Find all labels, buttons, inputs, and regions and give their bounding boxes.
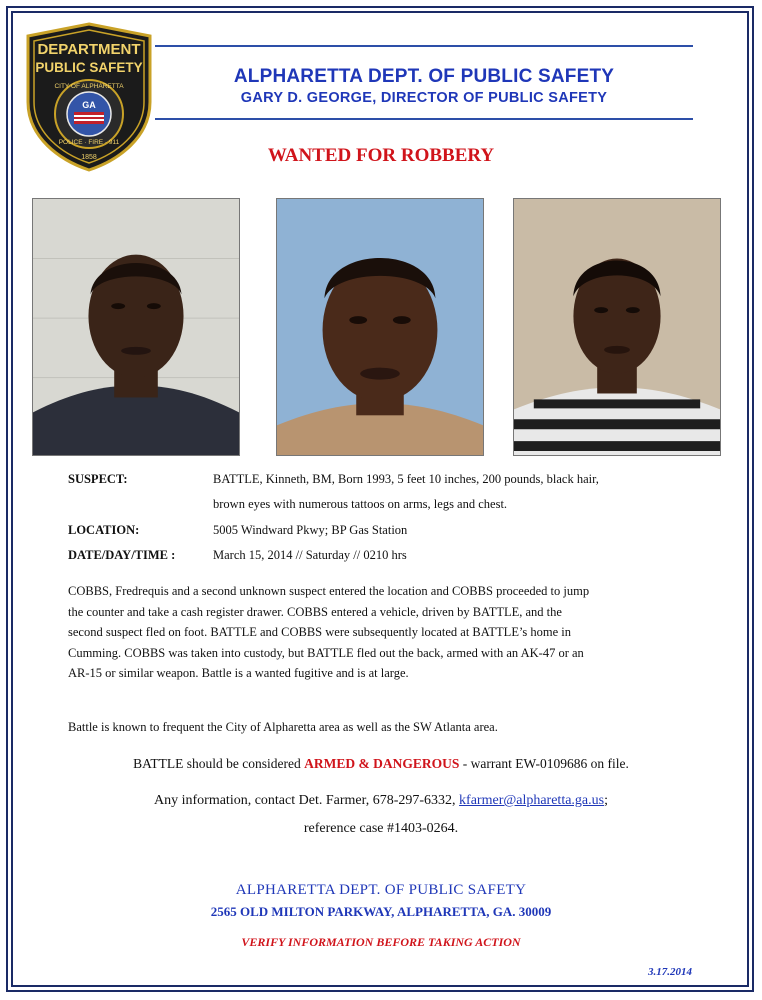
footer-address: 2565 OLD MILTON PARKWAY, ALPHARETTA, GA. 30009 — [210, 904, 552, 919]
narrative-line: AR-15 or similar weapon. Battle is a wanted fugitive and is at large. — [68, 666, 409, 680]
suspect-description-line2: brown eyes with numerous tattoos on arms, legs and chest. — [213, 497, 508, 511]
narrative-line: second suspect fled on foot. BATTLE and COBBS were subsequently located at BATTLE’s home in — [68, 625, 572, 639]
svg-text:CITY OF ALPHARETTA: CITY OF ALPHARETTA — [54, 83, 124, 90]
location-label: LOCATION: — [68, 523, 140, 537]
document-date: 3.17.2014 — [648, 966, 692, 978]
director-subtitle: GARY D. GEORGE, DIRECTOR OF PUBLIC SAFETY — [240, 90, 608, 106]
armed-warning — [0, 756, 762, 772]
narrative-line: COBBS, Fredrequis and a second unknown suspect entered the location and COBBS proceeded to jump — [68, 584, 590, 598]
armed-dangerous-emphasis: ARMED & DANGEROUS — [304, 756, 460, 771]
svg-text:GA: GA — [82, 100, 96, 110]
verify-notice: VERIFY INFORMATION BEFORE TAKING ACTION — [241, 935, 521, 949]
contact-prefix: Any information, contact Det. Farmer, 678-297-6332, — [154, 793, 460, 808]
suspect-label: SUSPECT: — [68, 472, 128, 486]
agency-title: ALPHARETTA DEPT. OF PUBLIC SAFETY — [233, 66, 615, 87]
svg-text:DEPARTMENT: DEPARTMENT — [37, 41, 141, 58]
warrant-text: - warrant EW-0109686 on file. — [459, 756, 629, 771]
suspect-photo-2 — [276, 198, 484, 456]
suspect-photo-3 — [513, 198, 721, 456]
contact-suffix: ; — [604, 793, 608, 808]
contact-line — [0, 793, 762, 809]
wanted-title: WANTED FOR ROBBERY — [267, 145, 495, 166]
narrative-line: the counter and take a cash register drawer. COBBS entered a vehicle, driven by BATTLE, and the — [68, 604, 562, 619]
contact-email-link[interactable]: kfarmer@alpharetta.ga.us — [459, 793, 605, 808]
svg-text:PUBLIC SAFETY: PUBLIC SAFETY — [35, 60, 143, 75]
footer-agency: ALPHARETTA DEPT. OF PUBLIC SAFETY — [235, 882, 527, 898]
location-value: 5005 Windward Pkwy; BP Gas Station — [213, 523, 408, 537]
datetime-value: March 15, 2014 // Saturday // 0210 hrs — [213, 548, 407, 562]
svg-text:POLICE · FIRE · 911: POLICE · FIRE · 911 — [58, 139, 120, 146]
warning-prefix: BATTLE should be considered — [133, 756, 305, 771]
svg-text:1858: 1858 — [81, 154, 97, 161]
header-rule-bottom — [155, 118, 693, 120]
suspect-photo-1 — [32, 198, 240, 456]
narrative-line: Cumming. COBBS was taken into custody, but BATTLE fled out the back, armed with an AK-47 or an — [68, 645, 584, 660]
incident-narrative — [68, 581, 698, 684]
suspect-description-line1: BATTLE, Kinneth, BM, Born 1993, 5 feet 10 inches, 200 pounds, black hair, — [213, 472, 599, 486]
header-rule-top — [155, 45, 693, 47]
datetime-label: DATE/DAY/TIME : — [68, 548, 176, 562]
frequent-areas-note: Battle is known to frequent the City of Alpharetta area as well as the SW Atlanta area. — [68, 720, 498, 734]
reference-case: reference case #1403-0264. — [303, 821, 459, 836]
